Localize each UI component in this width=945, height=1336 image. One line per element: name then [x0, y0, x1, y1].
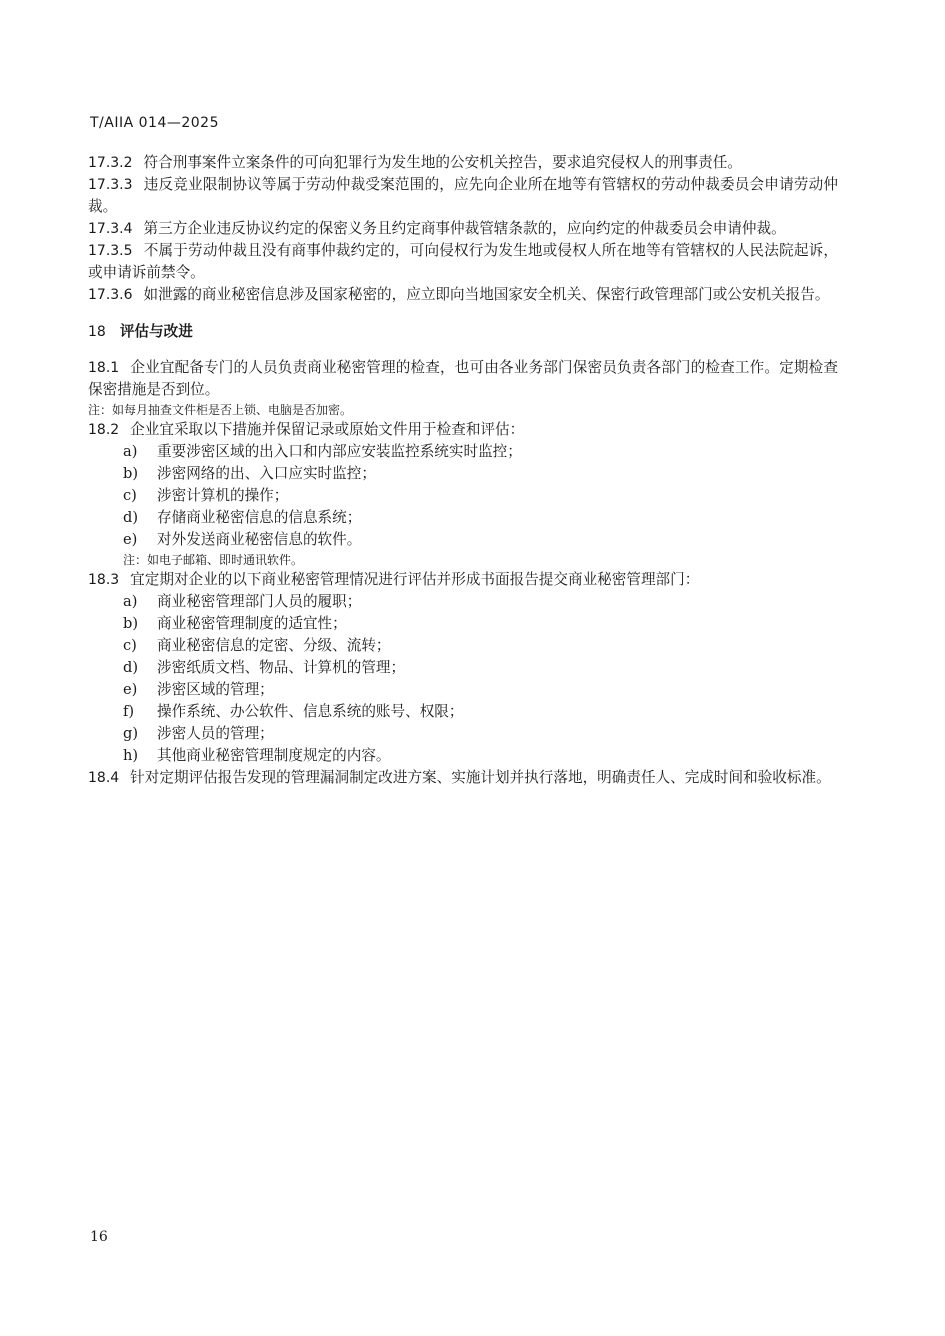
list-item: [88, 745, 838, 767]
list-item: [88, 591, 838, 613]
clause-number: 17.3.4: [88, 221, 133, 237]
clause-18-2: [88, 419, 838, 441]
note-18-2: 注：如电子邮箱、即时通讯软件。: [123, 553, 304, 567]
list-text: 涉密人员的管理；: [157, 725, 274, 742]
list-text: 存储商业秘密信息的信息系统；: [157, 509, 362, 526]
list-text: 操作系统、办公软件、信息系统的账号、权限；: [157, 703, 464, 720]
list-letter: e): [123, 681, 138, 698]
list-letter: d): [123, 509, 139, 526]
list-item: [88, 613, 838, 635]
list-item: [88, 507, 838, 529]
clause-text: 违反竞业限制协议等属于劳动仲裁受案范围的，应先向企业所在地等有管辖权的劳动仲裁委员会申请劳动仲裁。: [88, 176, 838, 215]
clause-number: 17.3.6: [88, 287, 133, 303]
clause-17-3-6: [88, 284, 838, 306]
clause-number: 18.3: [88, 572, 120, 588]
list-text: 商业秘密管理部门人员的履职；: [157, 593, 362, 610]
document-id: T/AIIA 014—2025: [90, 115, 219, 131]
list-item: [88, 679, 838, 701]
clause-text: 针对定期评估报告发现的管理漏洞制定改进方案、实施计划并执行落地，明确责任人、完成时间和验收标准。: [130, 769, 831, 786]
list-letter: f): [123, 703, 135, 720]
list-letter: d): [123, 659, 139, 676]
list-letter: b): [123, 465, 139, 482]
note-18-1: 注：如每月抽查文件柜是否上锁、电脑是否加密。: [88, 403, 353, 417]
list-text: 涉密网络的出、入口应实时监控；: [157, 465, 376, 482]
clause-number: 18.1: [88, 360, 120, 376]
section-18-heading: [88, 321, 838, 343]
clause-17-3-4: [88, 218, 838, 240]
section-number: 18: [88, 324, 106, 340]
list-item: [88, 701, 838, 723]
list-item: [88, 723, 838, 745]
section-title: 评估与改进: [119, 323, 193, 340]
clause-number: 17.3.2: [88, 155, 133, 171]
clause-17-3-2: [88, 152, 838, 174]
clause-17-3-3: [88, 174, 838, 218]
clause-number: 17.3.5: [88, 243, 133, 259]
list-text: 商业秘密信息的定密、分级、流转；: [157, 637, 391, 654]
list-text: 涉密区域的管理；: [157, 681, 274, 698]
clause-text: 符合刑事案件立案条件的可向犯罪行为发生地的公安机关控告，要求追究侵权人的刑事责任。: [143, 154, 742, 171]
clause-text: 不属于劳动仲裁且没有商事仲裁约定的，可向侵权行为发生地或侵权人所在地等有管辖权的人民法院起诉，或申请诉前禁令。: [88, 242, 838, 281]
list-letter: h): [123, 747, 139, 764]
clause-number: 17.3.3: [88, 177, 133, 193]
clause-text: 企业宜配备专门的人员负责商业秘密管理的检查，也可由各业务部门保密员负责各部门的检查工作。定期检查保密措施是否到位。: [88, 359, 838, 398]
list-letter: c): [123, 637, 137, 654]
clause-text: 企业宜采取以下措施并保留记录或原始文件用于检查和评估：: [130, 421, 525, 438]
clause-18-3: [88, 569, 838, 591]
clause-18-4: [88, 767, 838, 789]
list-text: 对外发送商业秘密信息的软件。: [157, 531, 362, 548]
page-body: [88, 152, 838, 789]
list-item: [88, 463, 838, 485]
clause-text: 宜定期对企业的以下商业秘密管理情况进行评估并形成书面报告提交商业秘密管理部门：: [130, 571, 700, 588]
list-item: [88, 635, 838, 657]
list-letter: b): [123, 615, 139, 632]
clause-number: 18.2: [88, 422, 120, 438]
clause-17-3-5: [88, 240, 838, 284]
list-item: [88, 485, 838, 507]
list-item: [88, 441, 838, 463]
list-letter: a): [123, 443, 138, 460]
clause-text: 如泄露的商业秘密信息涉及国家秘密的，应立即向当地国家安全机关、保密行政管理部门或公安机关报告。: [143, 286, 830, 303]
list-letter: g): [123, 725, 139, 742]
list-text: 涉密计算机的操作；: [157, 487, 289, 504]
list-item: [88, 657, 838, 679]
list-item: [88, 529, 838, 551]
list-letter: c): [123, 487, 137, 504]
list-text: 其他商业秘密管理制度规定的内容。: [157, 747, 391, 764]
list-text: 商业秘密管理制度的适宜性；: [157, 615, 347, 632]
page-number: 16: [90, 1229, 108, 1245]
list-text: 重要涉密区域的出入口和内部应安装监控系统实时监控；: [157, 443, 522, 460]
clause-18-1: [88, 357, 838, 401]
clause-number: 18.4: [88, 770, 120, 786]
clause-text: 第三方企业违反协议约定的保密义务且约定商事仲裁管辖条款的，应向约定的仲裁委员会申请仲裁。: [143, 220, 786, 237]
list-letter: a): [123, 593, 138, 610]
list-letter: e): [123, 531, 138, 548]
list-text: 涉密纸质文档、物品、计算机的管理；: [157, 659, 406, 676]
